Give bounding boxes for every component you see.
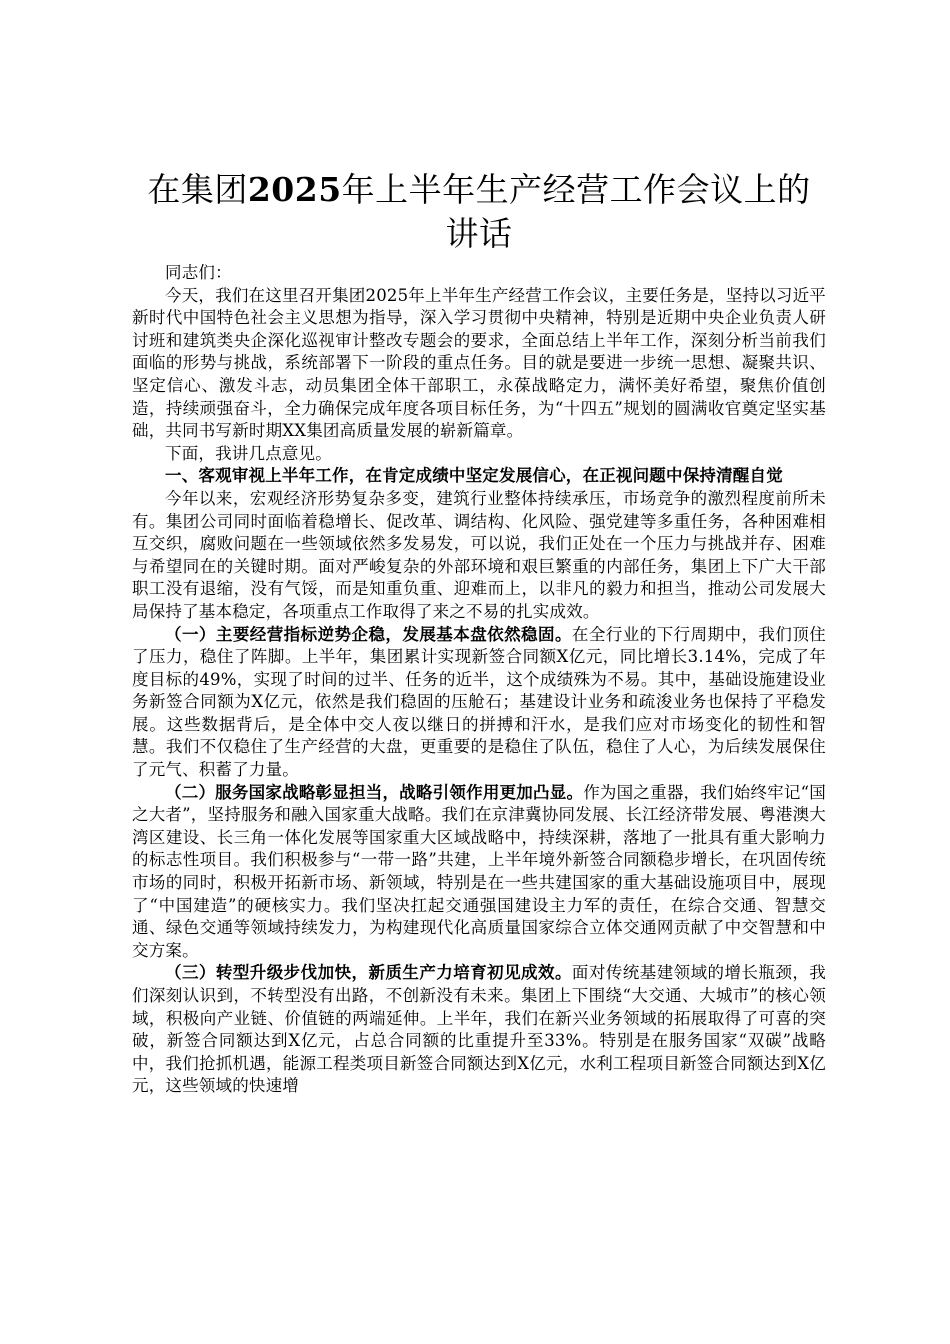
point-3-paragraph xyxy=(132,962,826,1098)
salutation: 同志们： xyxy=(165,263,232,282)
point-2-body: 作为国之重器，我们始终牢记“国之大者”，坚持服务和融入国家重大战略。我们在京津冀协同发展、长江经济带发展、粤港澳大湾区建设、长三角一体化发展等国家重大区域战略中，持续深耕，落地了一批具有重大影响力的标志性项目。我们积极参与“一带一路”共建，上半年境外新签合同额稳步增长，在巩固传统市场的同时，积极开拓新市场、新领域，特别是在一些共建国家的重大基础设施项目中，展现了“中国建造”的硬核实力。我们坚决扛起交通强国建设主力军的责任，在综合交通、智慧交通、绿色交通等领域持续发力，为构建现代化高质量国家综合立体交通网贡献了中交智慧和中交方案。 xyxy=(132,782,827,960)
title-prefix: 在集团 xyxy=(147,170,248,209)
point-1-lead: （一）主要经营指标逆势企稳，发展基本盘依然稳固。 xyxy=(165,624,572,644)
document-title xyxy=(132,168,826,256)
point-1-body: 在全行业的下行周期中，我们顶住了压力，稳住了阵脚。上半年，集团累计实现新签合同额X亿元，同比增长3.14%，完成了年度目标的49%，实现了时间的过半、任务的近半，这个成绩殊为不易。其中，基础设施建设业务新签合同额为X亿元，依然是我们稳固的压舱石；基建设计业务和疏浚业务也保持了平稳发展。这些数据背后，是全体中交人夜以继日的拼搏和汗水，是我们应对市场变化的韧性和智慧。我们不仅稳住了生产经营的大盘，更重要的是稳住了队伍，稳住了人心，为后续发展保住了元气、积蓄了力量。 xyxy=(132,624,826,780)
title-suffix: 年上半年生产经营工作会议上的讲话 xyxy=(341,170,811,253)
section-1-body: 今年以来，宏观经济形势复杂多变，建筑行业整体持续承压，市场竞争的激烈程度前所未有。集团公司同时面临着稳增长、促改革、调结构、化风险、强党建等多重任务，各种困难相互交织，腐败问题在一些领域依然多发易发，可以说，我们正处在一个压力与挑战并存、困难与希望同在的关键时期。面对严峻复杂的外部环境和艰巨繁重的内部任务，集团上下广大干部职工没有退缩，没有气馁，而是知重负重、迎难而上，以非凡的毅力和担当，推动公司发展大局保持了基本稳定，各项重点工作取得了来之不易的扎实成效。 xyxy=(132,488,826,621)
point-2-lead: （二）服务国家战略彰显担当，战略引领作用更加凸显。 xyxy=(165,782,584,802)
title-year: 2025 xyxy=(247,170,342,209)
intro-paragraph: 今天，我们在这里召开集团2025年上半年生产经营工作会议，主要任务是，坚持以习近平新时代中国特色社会主义思想为指导，深入学习贯彻中央精神，特别是近期中央企业负责人研讨班和建筑类央企深化巡视审计整改专题会的要求，全面总结上半年工作，深刻分析当前我们面临的形势与挑战，系统部署下一阶段的重点任务。目的就是要进一步统一思想、凝聚共识、坚定信心、激发斗志，动员集团全体干部职工，永葆战略定力，满怀美好希望，聚焦价值创造，持续顽强奋斗，全力确保完成年度各项目标任务，为“十四五”规划的圆满收官奠定坚实基础，共同书写新时期XX集团高质量发展的崭新篇章。 xyxy=(132,285,826,441)
point-1-paragraph xyxy=(132,624,826,782)
point-2-paragraph xyxy=(132,782,826,963)
section-1-heading: 一、客观审视上半年工作，在肯定成绩中坚定发展信心，在正视问题中保持清醒自觉 xyxy=(165,466,783,486)
document-page xyxy=(132,168,826,1098)
transition-paragraph: 下面，我讲几点意见。 xyxy=(165,443,332,463)
point-3-body: 面对传统基建领域的增长瓶颈，我们深刻认识到，不转型没有出路，不创新没有未来。集团上下围绕“大交通、大城市”的核心领域，积极向产业链、价值链的两端延伸。上半年，我们在新兴业务领域的拓展取得了可喜的突破，新签合同额达到X亿元，占总合同额的比重提升至33%。特别是在服务国家“双碳”战略中，我们抢抓机遇，能源工程类项目新签合同额达到X亿元，水利工程项目新签合同额达到X亿元，这些领域的快速增 xyxy=(132,963,826,1096)
point-3-lead: （三）转型升级步伐加快，新质生产力培育初见成效。 xyxy=(165,963,572,983)
